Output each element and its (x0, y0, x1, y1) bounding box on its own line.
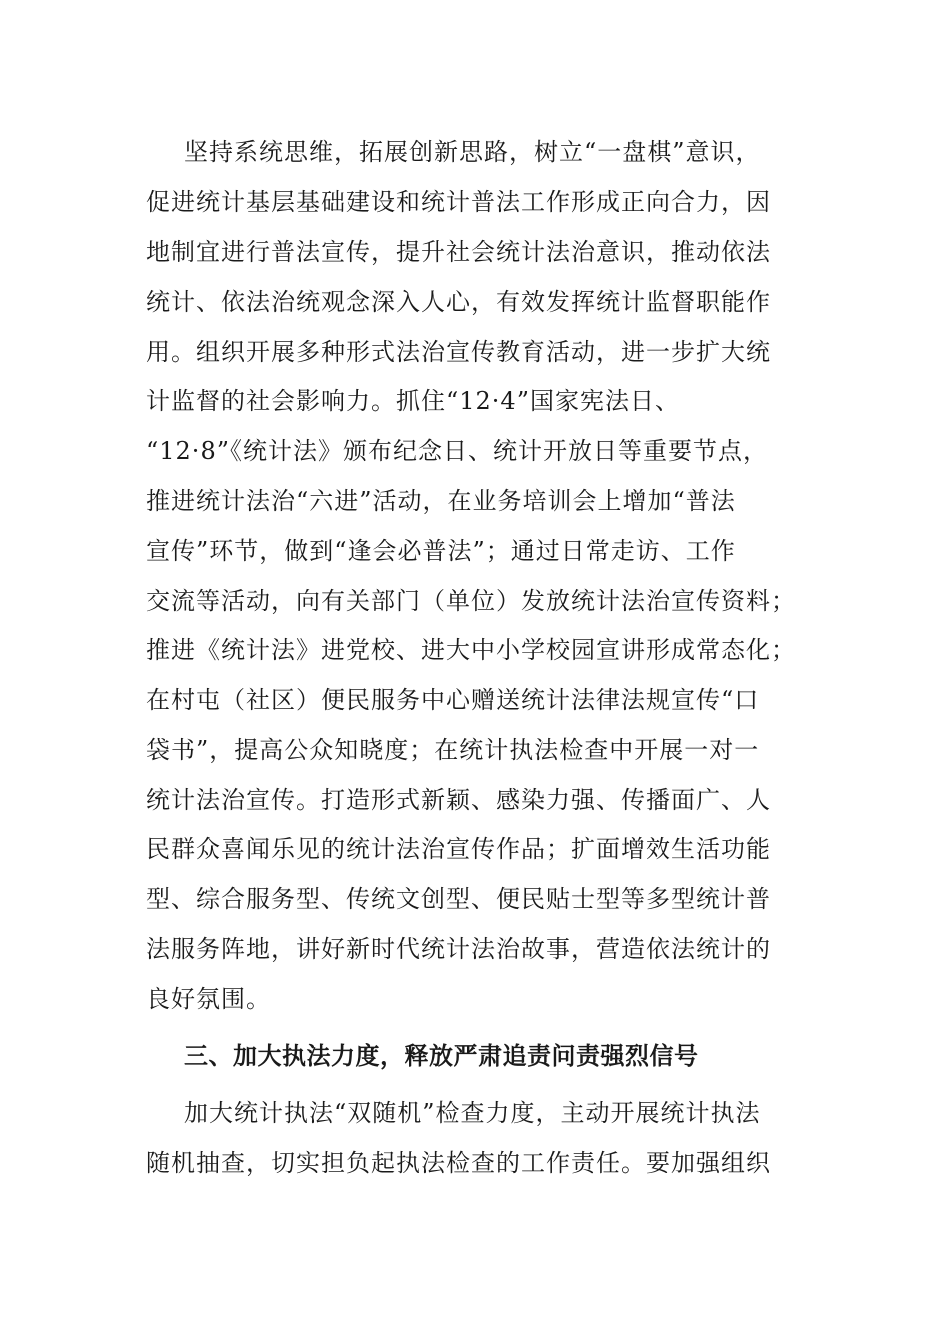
paragraph-1-line-16: 型、综合服务型、传统文创型、便民贴士型等多型统计普 (146, 885, 771, 913)
paragraph-1-line-11: 推进《统计法》进党校、进大中小学校园宣讲形成常态化； (146, 636, 796, 664)
paragraph-1-line-10: 交流等活动，向有关部门（单位）发放统计法治宣传资料； (146, 587, 796, 615)
paragraph-1-line-6: 计监督的社会影响力。抓住“12·4”国家宪法日、 (146, 387, 680, 415)
paragraph-1-line-2: 促进统计基层基础建设和统计普法工作形成正向合力，因 (146, 188, 771, 216)
paragraph-1-line-18: 良好氛围。 (146, 985, 271, 1013)
paragraph-1-line-4: 统计、依法治统观念深入人心，有效发挥统计监督职能作 (146, 288, 771, 316)
section-3-heading: 三、加大执法力度，释放严肃追责问责强烈信号 (184, 1041, 699, 1070)
paragraph-1-line-5: 用。组织开展多种形式法治宣传教育活动，进一步扩大统 (146, 338, 771, 366)
paragraph-1-line-9: 宣传”环节，做到“逢会必普法”；通过日常走访、工作 (146, 537, 736, 565)
paragraph-1-line-13: 袋书”，提高公众知晓度；在统计执法检查中开展一对一 (146, 736, 760, 764)
paragraph-1-line-7: “12·8”《统计法》颁布纪念日、统计开放日等重要节点， (146, 437, 768, 465)
paragraph-1-line-12: 在村屯（社区）便民服务中心赠送统计法律法规宣传“口 (146, 686, 760, 714)
paragraph-1-line-1: 坚持系统思维，拓展创新思路，树立“一盘棋”意识， (184, 138, 761, 166)
paragraph-1-line-8: 推进统计法治“六进”活动，在业务培训会上增加“普法 (146, 487, 736, 515)
paragraph-1-line-15: 民群众喜闻乐见的统计法治宣传作品；扩面增效生活功能 (146, 835, 771, 863)
paragraph-2-line-2: 随机抽查，切实担负起执法检查的工作责任。要加强组织 (146, 1149, 771, 1177)
paragraph-2-line-1: 加大统计执法“双随机”检查力度，主动开展统计执法 (184, 1099, 761, 1127)
paragraph-1-line-3: 地制宜进行普法宣传，提升社会统计法治意识，推动依法 (146, 238, 771, 266)
paragraph-1-line-17: 法服务阵地，讲好新时代统计法治故事，营造依法统计的 (146, 935, 771, 963)
paragraph-1-line-14: 统计法治宣传。打造形式新颖、感染力强、传播面广、人 (146, 786, 771, 814)
